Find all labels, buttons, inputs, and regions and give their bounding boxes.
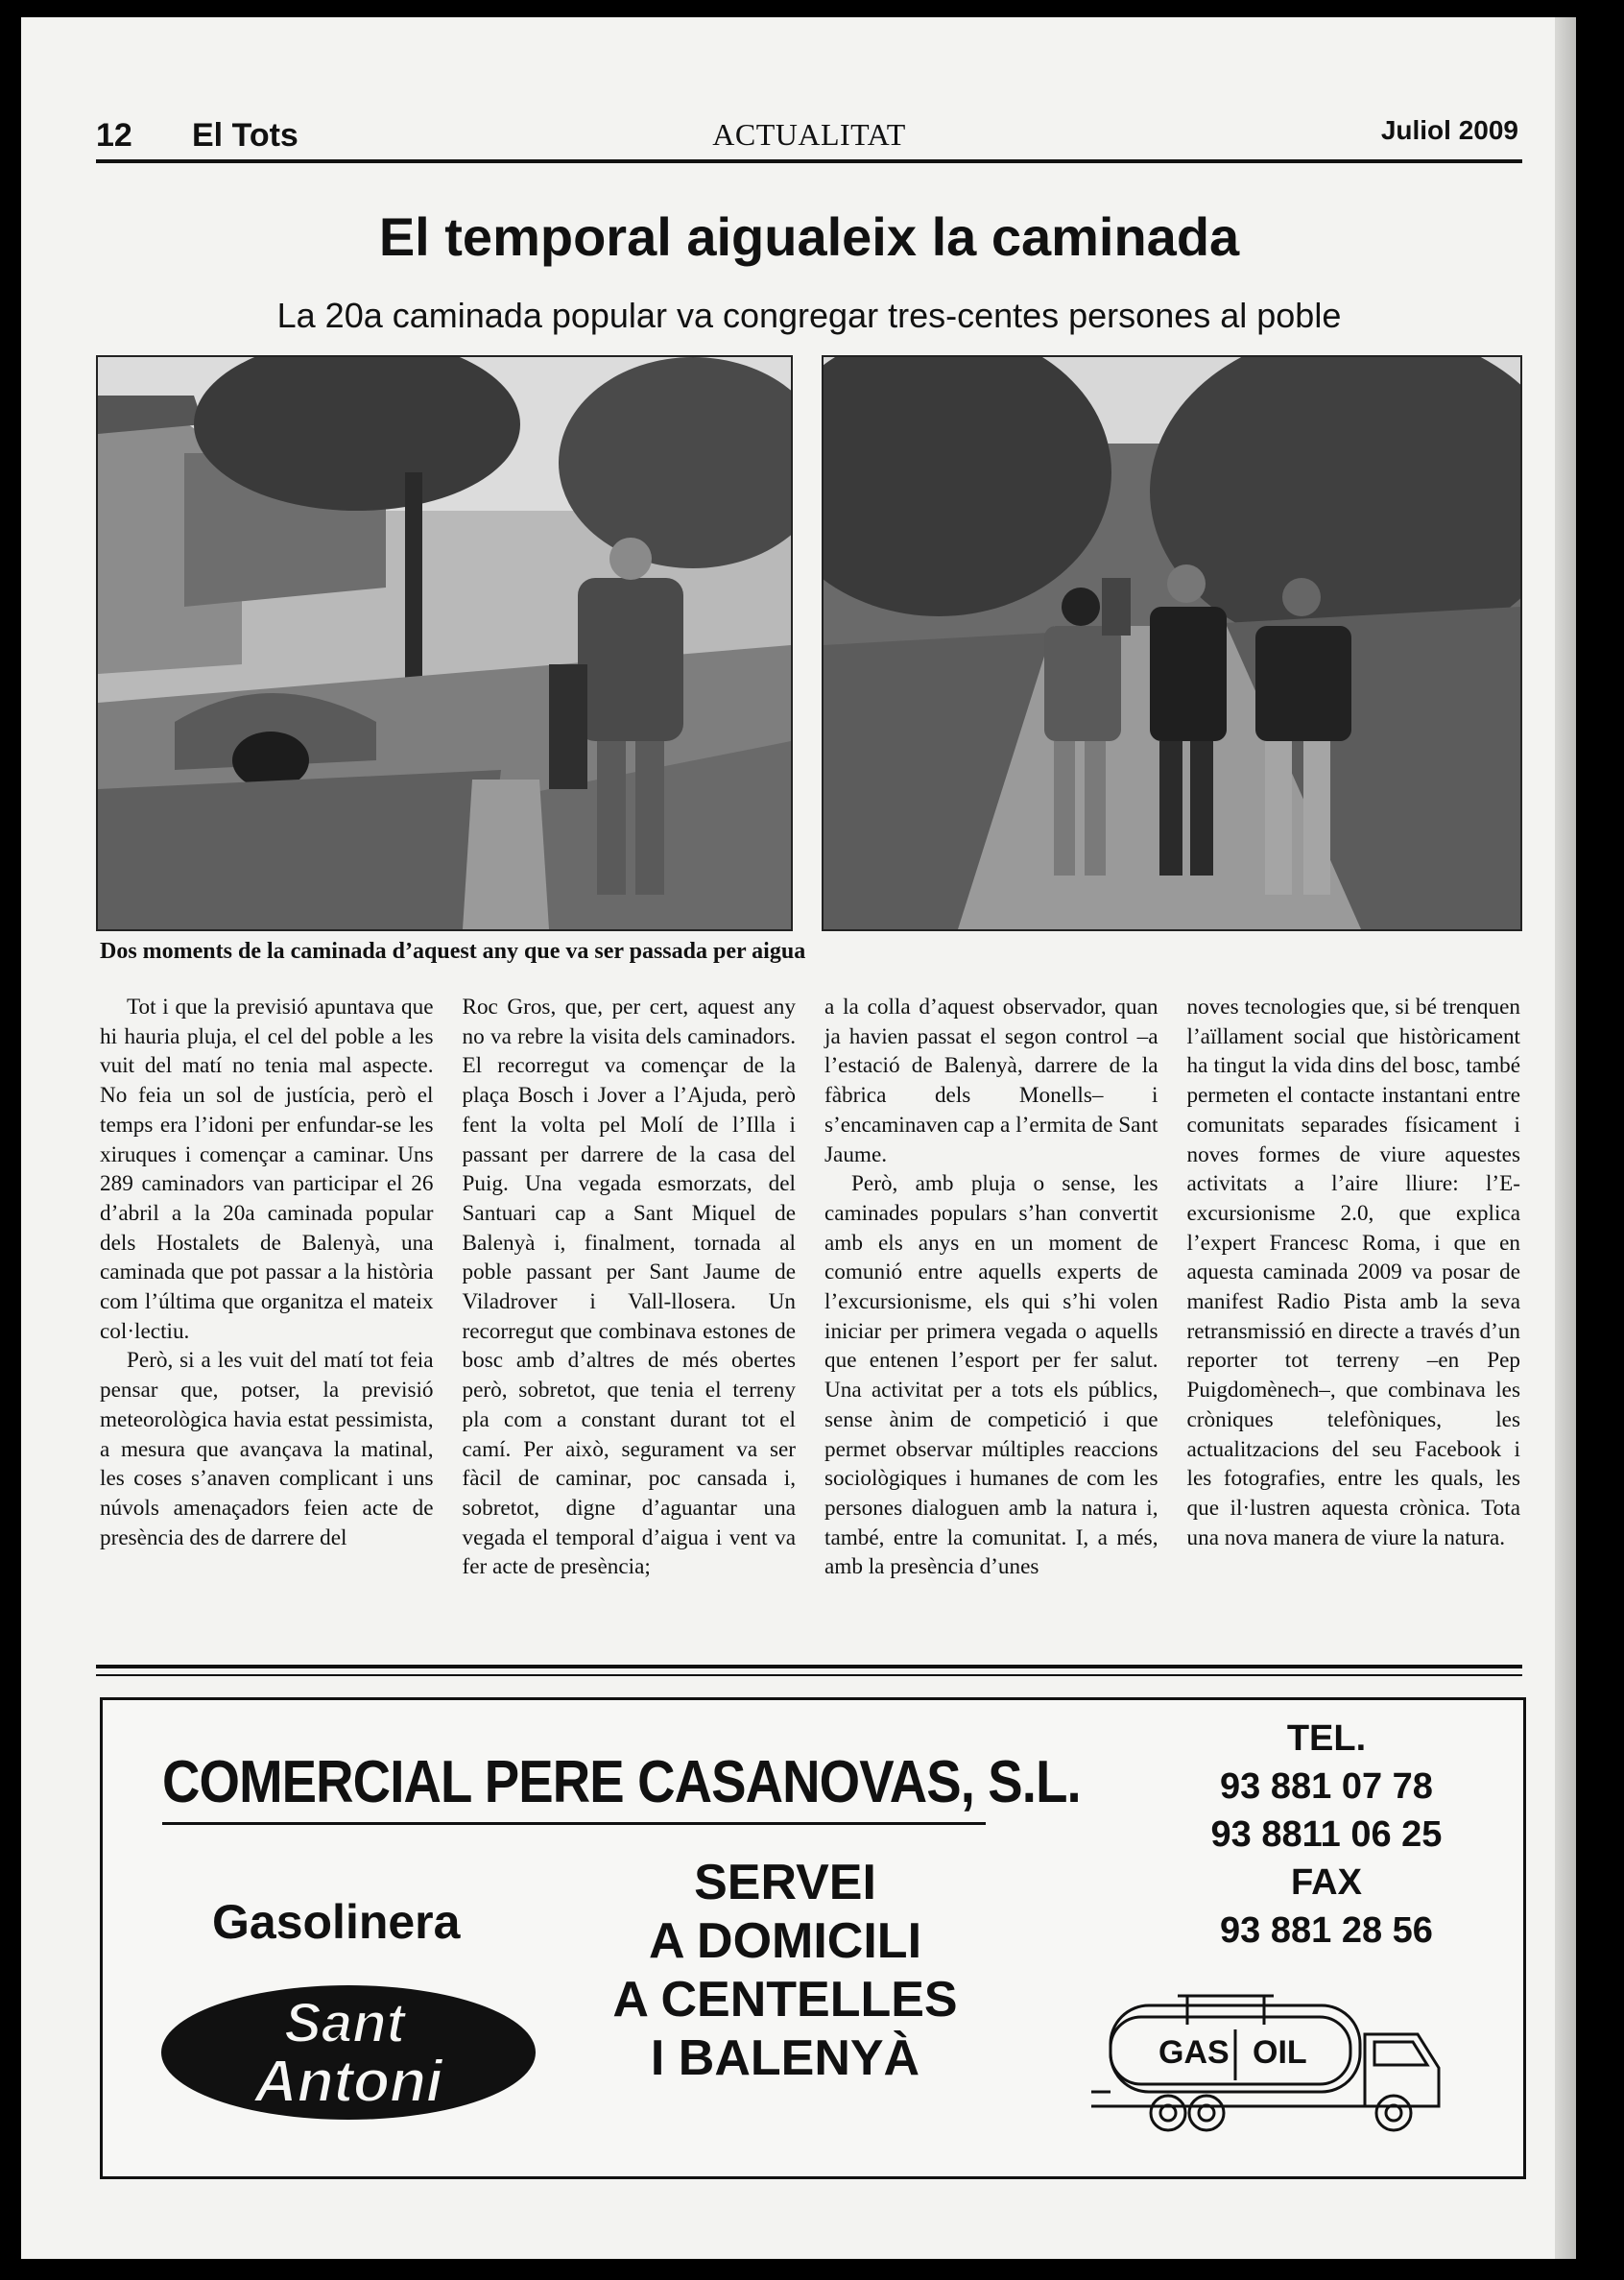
page-header: [96, 98, 1522, 163]
ad-service-line: A CENTELLES: [612, 1972, 958, 2028]
phone-number-1: 93 881 07 78: [1220, 1766, 1433, 1807]
article-subtitle: La 20a caminada popular va congregar tres-centes persones al poble: [276, 296, 1342, 335]
article-title: El temporal aigualeix la caminada: [378, 206, 1240, 267]
publication-name: El Tots: [192, 117, 299, 154]
ad-company-underline: [162, 1822, 986, 1825]
ad-contact-block: [1187, 1715, 1466, 1955]
fax-number: 93 881 28 56: [1220, 1910, 1433, 1951]
photo-hikers-path: [822, 355, 1522, 931]
tanker-truck-icon: [1091, 1986, 1456, 2140]
divider-rule: [96, 1665, 1522, 1668]
ad-service-line: SERVEI: [694, 1855, 876, 1910]
divider-rule: [96, 1674, 1522, 1676]
photo-hikers-bridge: [96, 355, 793, 931]
phone-number-2: 93 8811 06 25: [1210, 1814, 1443, 1855]
logo-line-2: Antoni: [253, 2049, 443, 2115]
ad-service-line: A DOMICILI: [648, 1913, 922, 1969]
paragraph: Tot i que la previsió apuntava que hi hauria pluja, el cel del poble a les vuit del matí no tenia mal aspecte. No feia un sol de justícia, però el temps era l’idoni per enfundar-se les xiruques i començar a caminar. Uns 289 caminadors van participar el 26 d’abril a la 20a caminada popular dels Hostalets de Balenyà, una caminada que pot passar a la història com l’última que organitza el mateix col·lectiu.: [100, 995, 434, 1344]
article-body: [100, 993, 1520, 1645]
truck-label-gas: GAS: [1158, 2034, 1230, 2071]
paragraph: Roc Gros, que, per cert, aquest any no va rebre la visita dels caminadors. El recorregut va començar de la plaça Bosch i Jover a l’Ajuda, però fent la volta pel Molí de l’Illa i passant per darrere de la casa del Puig. Una vegada esmorzats, del Santuari cap a Sant Miquel de Balenyà i, finalment, tornada al poble passant per Sant Jaume de Viladrover i Vall-llosera. Un recorregut que combinava estones de bosc amb d’altres de més obertes però, sobretot, que tenia el terreny pla com a constant durant tot el camí. Per això, segurament va ser fàcil de caminar, poc cansada i, sobretot, digne d’aguantar una vegada el temporal d’aigua i vent va fer acte de presència;: [462, 995, 796, 1580]
article-column-1: [100, 993, 434, 1645]
article-column-4: [1187, 993, 1521, 1645]
paragraph: a la colla d’aquest observador, quan ja havien passat el segon control –a l’estació de Balenyà, darrere de la fàbrica dels Monells– i s’encaminaven cap a l’ermita de Sant Jaume.: [824, 995, 1158, 1167]
newspaper-page: [21, 17, 1576, 2259]
logo-line-1: Sant: [284, 1992, 405, 2054]
photo-caption: Dos moments de la caminada d’aquest any que va ser passada per aigua: [100, 939, 806, 964]
article-column-3: [824, 993, 1158, 1645]
advertisement: [100, 1697, 1526, 2179]
ad-gasolinera-label: Gasolinera: [212, 1895, 461, 1949]
ad-service-block: [573, 1854, 997, 2088]
fax-label: FAX: [1291, 1862, 1362, 1903]
issue-date: Juliol 2009: [1380, 115, 1518, 145]
section-name: ACTUALITAT: [712, 117, 906, 152]
truck-label-oil: OIL: [1253, 2034, 1307, 2071]
article-column-2: [463, 993, 797, 1645]
tel-label: TEL.: [1286, 1718, 1367, 1759]
page-edge: [1555, 17, 1576, 2259]
ad-service-line: I BALENYÀ: [650, 2030, 920, 2086]
page-number: 12: [96, 117, 132, 154]
paragraph: Però, amb pluja o sense, les caminades populars s’han convertit amb els anys en un moment de comunió entre aquells experts de l’excursionisme, els qui s’hi volen iniciar per primera vegada o aquells que entenen l’esport per fer salut. Una activitat per a tots els públics, sense ànim de competició i que permet observar múltiples reaccions sociològiques i humanes de com les persones dialoguen amb la natura i, també, entre la comunitat. I, a més, amb la presència d’unes: [824, 1171, 1158, 1580]
paragraph: noves tecnologies que, si bé trenquen l’aïllament social que històricament ha tingut la vida dins del bosc, també permeten el contacte instantani entre comunitats separades físicament i noves formes de viure aquestes activitats a l’aire lliure: l’E-excursionisme 2.0, que explica l’expert Francesc Roma, i que en aquesta caminada 2009 va posar de manifest Radio Pista amb la seva retransmissió en directe a través d’un reporter tot terreny –en Pep Puigdomènech–, que combinava les cròniques telefòniques, les actualitzacions del seu Facebook i les fotografies, entre les quals, les que il·lustren aquesta crònica. Tota una nova manera de viure la natura.: [1186, 995, 1520, 1550]
paragraph: Però, si a les vuit del matí tot feia pensar que, potser, la previsió meteorològica havia estat pessimista, a mesura que avançava la matinal, les coses s’anaven complicant i uns núvols amenaçadors feien acte de presència des de darrere del: [100, 1348, 434, 1550]
sant-antoni-logo: [156, 1980, 542, 2124]
photo-hikers-bridge-image: [98, 357, 791, 929]
ad-company-name: COMERCIAL PERE CASANOVAS, S.L.: [162, 1749, 1081, 1815]
photo-hikers-path-image: [824, 357, 1520, 929]
